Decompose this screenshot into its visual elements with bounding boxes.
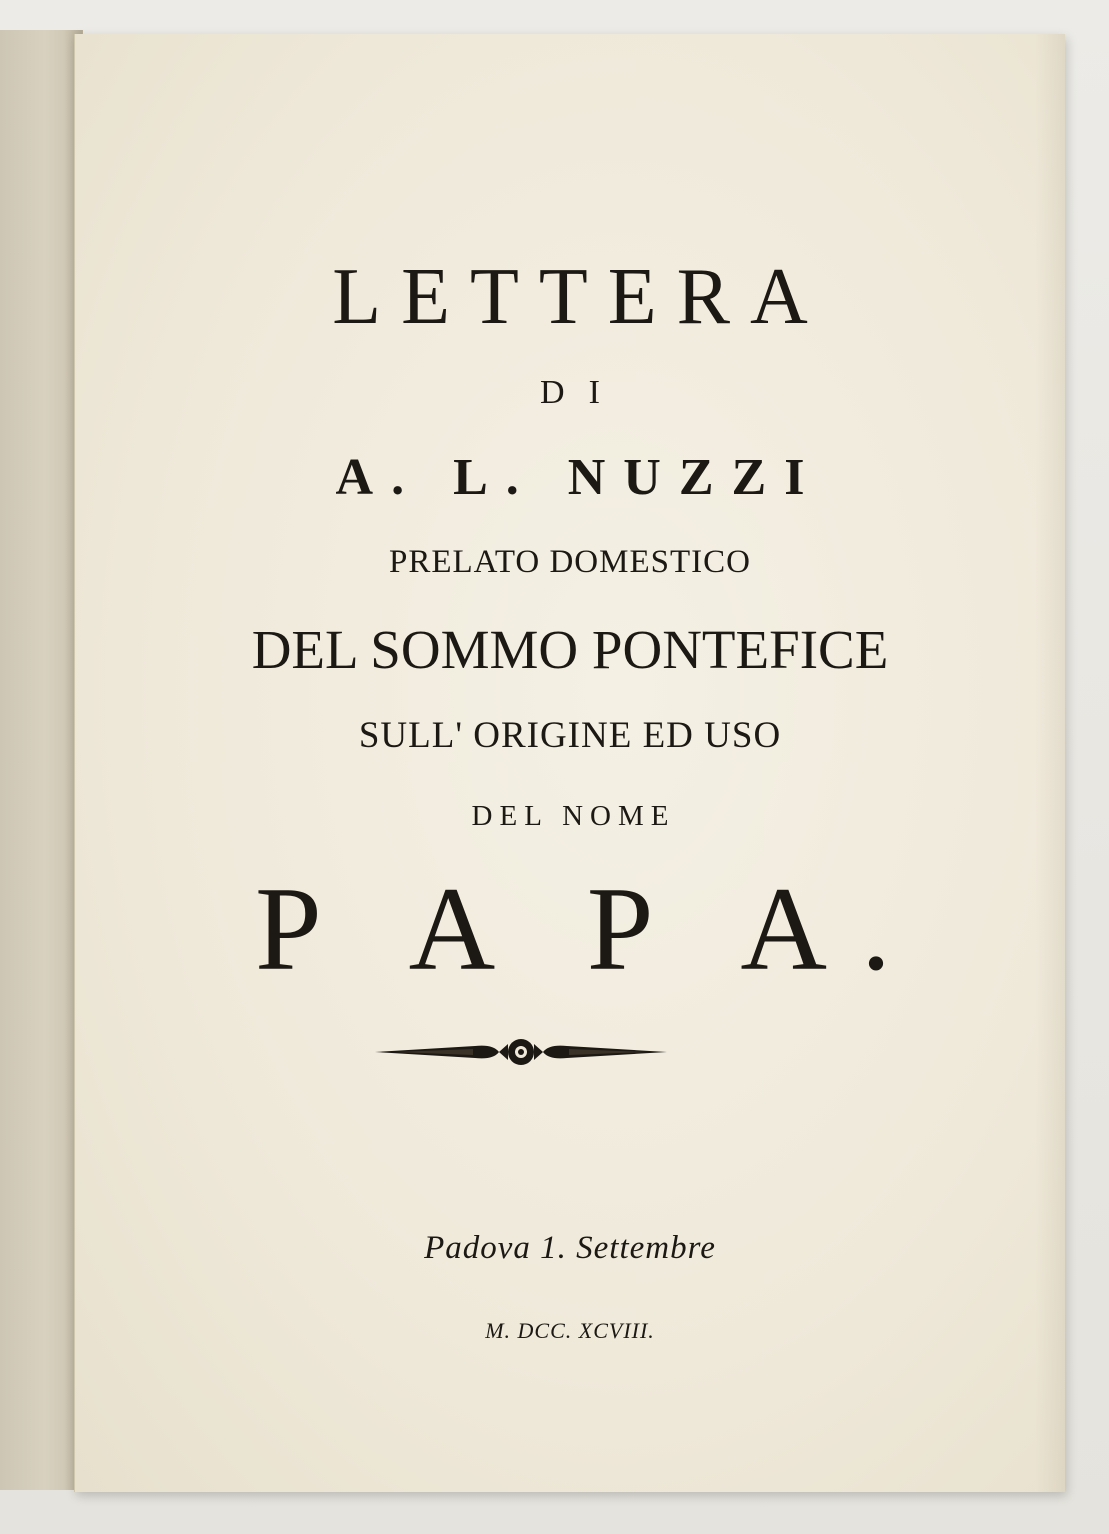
subject-line: SULL' ORIGINE ED USO: [358, 715, 782, 756]
title-di: DI: [540, 374, 624, 411]
name-line: DEL NOME: [471, 800, 676, 832]
papa-heading: P A P A.: [254, 862, 926, 995]
author-role: PRELATO DOMESTICO: [388, 544, 751, 580]
author-name: A. L. NUZZI: [335, 449, 823, 506]
place-date: Padova 1. Settembre: [424, 1230, 716, 1266]
title-page: [74, 34, 1065, 1492]
publication-year: M. DCC. XCVIII.: [485, 1318, 655, 1343]
title-lettera: LETTERA: [332, 253, 828, 341]
left-cover-leaf: [0, 30, 83, 1490]
pontiff-line: DEL SOMMO PONTEFICE: [251, 619, 889, 680]
ornamental-rule-icon: [375, 1034, 667, 1070]
